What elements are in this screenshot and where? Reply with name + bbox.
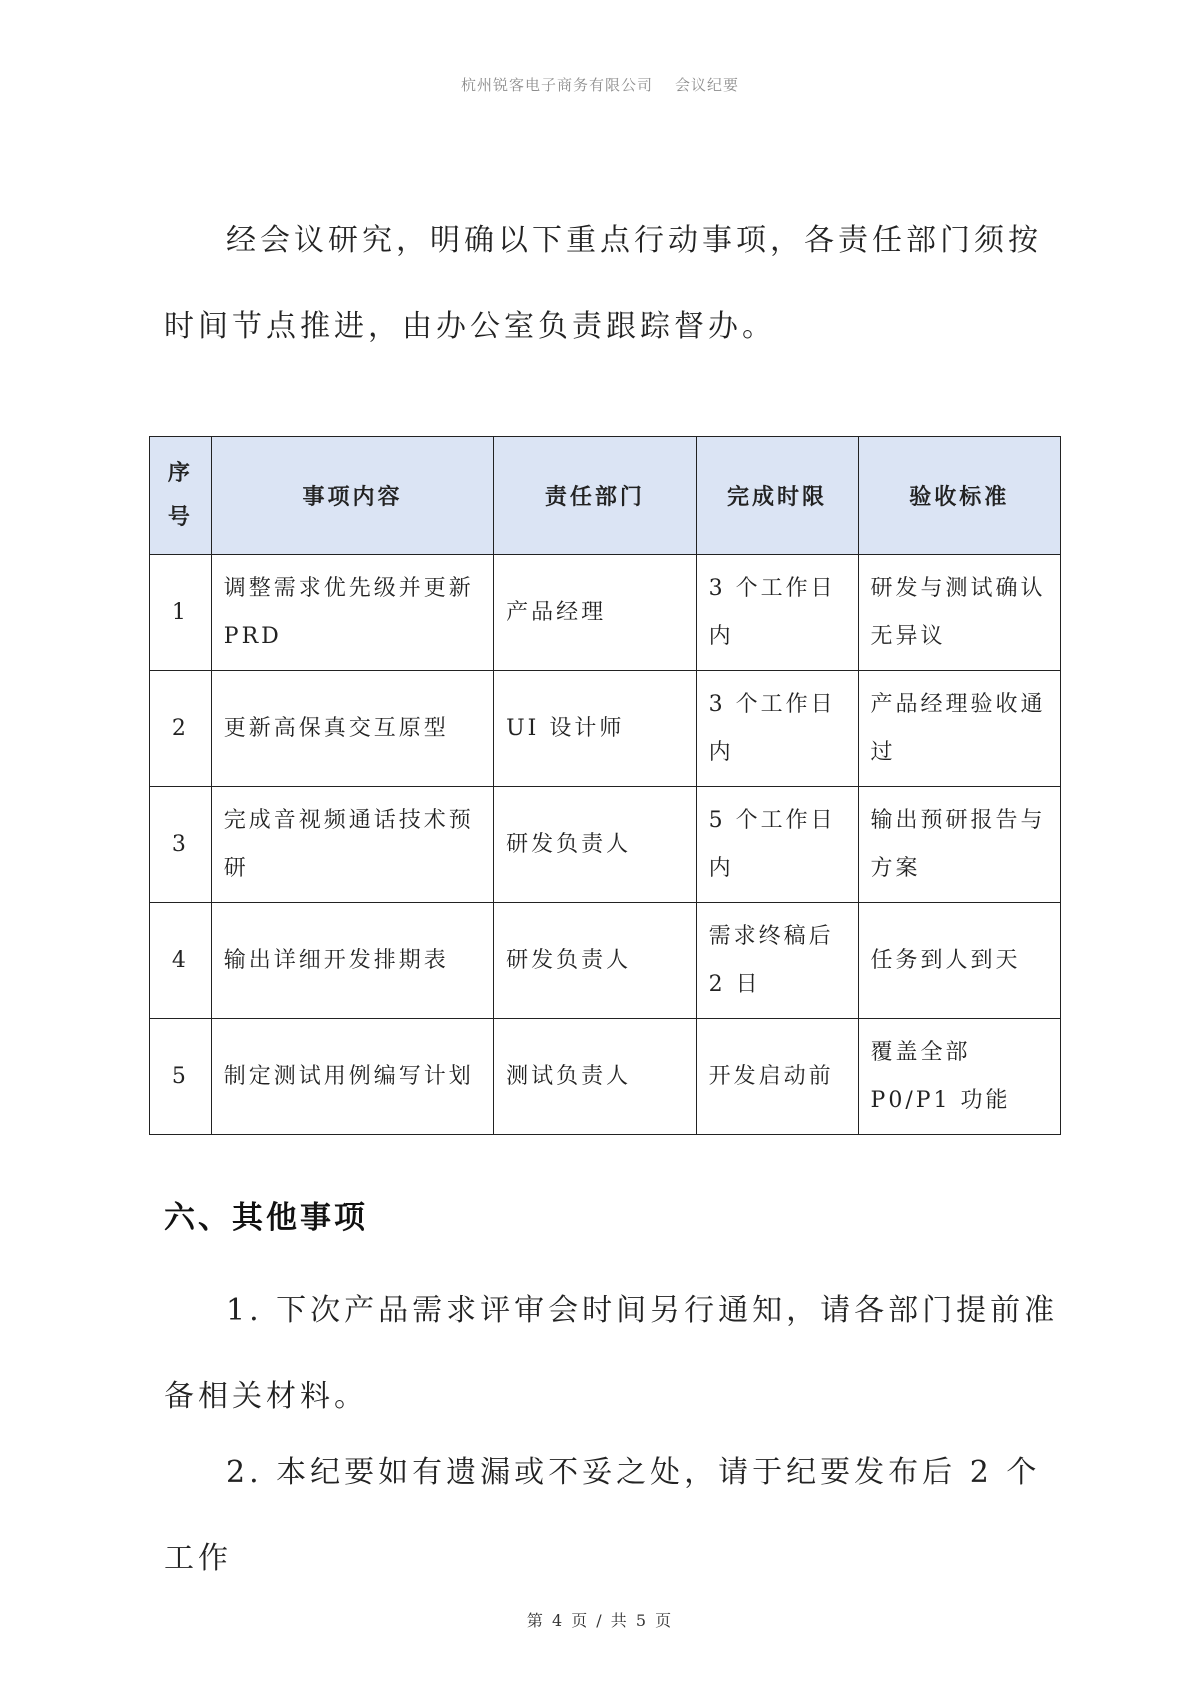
page-number: 第 4 页 / 共 5 页 (526, 1611, 674, 1630)
table-row (150, 1019, 1061, 1135)
cell-seq: 2 (150, 671, 212, 787)
table-header-row (150, 437, 1061, 555)
cell-item: 输出详细开发排期表 (211, 903, 493, 1019)
cell-item: 调整需求优先级并更新 PRD (211, 555, 493, 671)
cell-criteria: 产品经理验收通过 (858, 671, 1060, 787)
cell-dept: UI 设计师 (494, 671, 696, 787)
cell-seq: 5 (150, 1019, 212, 1135)
header-dept: 责任部门 (494, 437, 696, 555)
header-deadline: 完成时限 (696, 437, 858, 555)
cell-criteria: 输出预研报告与方案 (858, 787, 1060, 903)
cell-seq: 1 (150, 555, 212, 671)
cell-deadline: 需求终稿后 2 日 (696, 903, 858, 1019)
header-seq: 序号 (150, 437, 212, 555)
cell-dept: 测试负责人 (494, 1019, 696, 1135)
cell-criteria: 任务到人到天 (858, 903, 1060, 1019)
table-row (150, 903, 1061, 1019)
intro-paragraph: 经会议研究，明确以下重点行动事项，各责任部门须按时间节点推进，由办公室负责跟踪督办。 (164, 223, 1042, 344)
cell-seq: 3 (150, 787, 212, 903)
table-row (150, 555, 1061, 671)
action-items-table (149, 436, 1061, 1135)
header-item: 事项内容 (211, 437, 493, 555)
cell-deadline: 3 个工作日内 (696, 555, 858, 671)
other-matter-item-1: 1. 下次产品需求评审会时间另行通知，请各部门提前准备相关材料。 (164, 1293, 1059, 1414)
section-title-other-matters: 六、其他事项 (164, 1200, 368, 1236)
cell-criteria: 研发与测试确认无异议 (858, 555, 1060, 671)
other-matter-item-2: 2. 本纪要如有遗漏或不妥之处，请于纪要发布后 2 个工作 (164, 1455, 1041, 1576)
cell-dept: 研发负责人 (494, 903, 696, 1019)
cell-item: 更新高保真交互原型 (211, 671, 493, 787)
cell-deadline: 5 个工作日内 (696, 787, 858, 903)
cell-deadline: 开发启动前 (696, 1019, 858, 1135)
cell-seq: 4 (150, 903, 212, 1019)
page-header (0, 74, 1200, 95)
cell-dept: 产品经理 (494, 555, 696, 671)
table-row (150, 787, 1061, 903)
cell-dept: 研发负责人 (494, 787, 696, 903)
cell-item: 制定测试用例编写计划 (211, 1019, 493, 1135)
header-company: 杭州锐客电子商务有限公司 (460, 76, 653, 94)
table-row (150, 671, 1061, 787)
cell-criteria: 覆盖全部 P0/P1 功能 (858, 1019, 1060, 1135)
header-doc-type: 会议纪要 (675, 76, 740, 94)
header-criteria: 验收标准 (858, 437, 1060, 555)
cell-item: 完成音视频通话技术预研 (211, 787, 493, 903)
cell-deadline: 3 个工作日内 (696, 671, 858, 787)
